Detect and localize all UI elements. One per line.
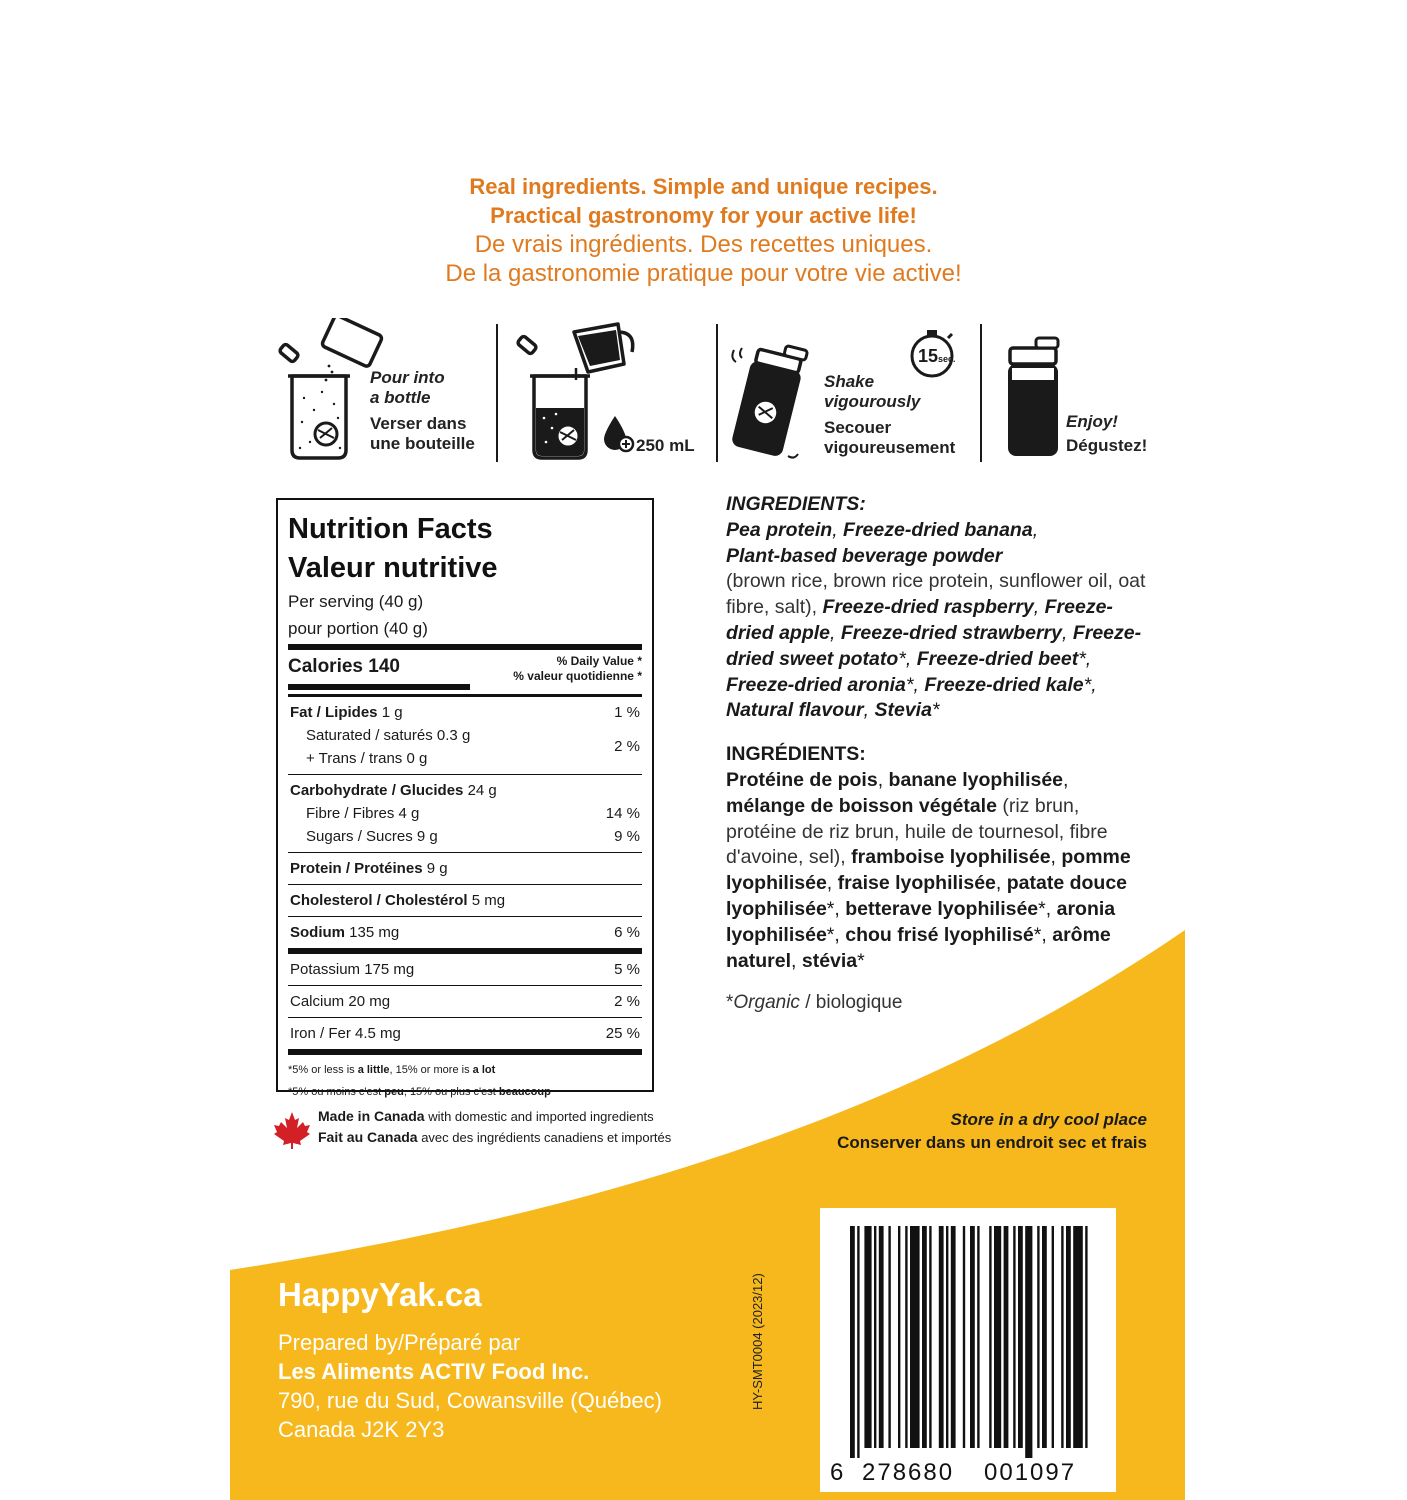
taglines bbox=[0, 172, 1407, 288]
step2-amount: 250 mL bbox=[636, 436, 695, 455]
fibre-label: Fibre / Fibres bbox=[306, 805, 395, 822]
barcode-bar bbox=[946, 1226, 948, 1448]
potassium-amount: 175 mg bbox=[364, 961, 415, 978]
calcium-label: Calcium bbox=[290, 993, 345, 1010]
made-in-fr-rest: avec des ingrédients canadiens et importés bbox=[417, 1130, 672, 1145]
preparation-steps bbox=[270, 318, 1150, 468]
barcode-bar bbox=[857, 1226, 859, 1458]
ing-fr-sep: , bbox=[826, 872, 833, 895]
step1-fr-line2: une bouteille bbox=[370, 434, 475, 453]
calcium-dv: 2 % bbox=[614, 993, 640, 1010]
nutrient-row-iron bbox=[288, 1022, 642, 1045]
barcode-digits-right: 001097 bbox=[984, 1459, 1077, 1486]
ingredients-list-en bbox=[726, 518, 1146, 724]
potassium-group bbox=[288, 954, 642, 985]
barcode-bar bbox=[963, 1226, 965, 1448]
ing-en-sep: *, bbox=[1078, 647, 1092, 670]
sodium-group bbox=[288, 917, 642, 948]
serving-size-fr: pour portion (40 g) bbox=[288, 619, 428, 638]
ing-fr-item: patate douce lyophilisée bbox=[726, 872, 1128, 920]
ing-en-item: Freeze-dried banana bbox=[843, 518, 1033, 541]
ing-fr-sep: , bbox=[1063, 768, 1069, 791]
calcium-amount: 20 mg bbox=[348, 993, 391, 1010]
protein-group bbox=[288, 853, 642, 884]
calories-underline bbox=[288, 684, 470, 690]
trans-label: + Trans / trans bbox=[306, 750, 403, 767]
barcode-bar bbox=[874, 1226, 876, 1448]
footnote-fr-part: , 15% ou plus c'est bbox=[403, 1086, 499, 1098]
barcode-bar bbox=[951, 1226, 956, 1448]
calories-label: Calories bbox=[288, 656, 363, 677]
ing-en-item: Stevia bbox=[874, 699, 932, 722]
barcode-bar bbox=[970, 1226, 975, 1448]
barcode-bar bbox=[1004, 1226, 1009, 1448]
nutrient-row-saturated bbox=[288, 724, 642, 747]
ing-en-sep: , bbox=[832, 518, 844, 541]
ing-fr-sep: , bbox=[877, 768, 884, 791]
ing-fr-item: arôme naturel bbox=[726, 923, 1111, 972]
sugars-dv: 9 % bbox=[614, 828, 640, 845]
ing-fr-item: framboise lyophilisée bbox=[851, 846, 1051, 869]
ing-fr-sep: *, bbox=[826, 897, 840, 920]
ing-en-item: Freeze-dried beet bbox=[916, 647, 1079, 670]
step-shake bbox=[728, 318, 978, 468]
saturated-amount: 0.3 g bbox=[436, 727, 471, 744]
step4-en: Enjoy! bbox=[1066, 412, 1118, 431]
ing-fr-item: stévia bbox=[801, 949, 858, 972]
cholesterol-label: Cholesterol / Cholestérol bbox=[290, 892, 468, 909]
shake-bottle-icon bbox=[728, 318, 818, 463]
daily-value-header-fr: % valeur quotidienne * bbox=[513, 669, 642, 683]
footnote-fr bbox=[288, 1081, 642, 1103]
ing-fr-sep: *, bbox=[1033, 923, 1047, 946]
sodium-label: Sodium bbox=[290, 924, 345, 941]
barcode-panel bbox=[820, 1208, 1116, 1492]
timer-value: 15 bbox=[918, 346, 939, 366]
nutrient-row-potassium bbox=[288, 958, 642, 981]
barcode-bar bbox=[1085, 1226, 1087, 1448]
carb-amount: 24 g bbox=[467, 782, 497, 799]
ing-en-sep: *, bbox=[905, 673, 919, 696]
carb-group bbox=[288, 775, 642, 852]
nutrient-row-sugars bbox=[288, 825, 642, 848]
ingredients-heading-en: INGREDIENTS: bbox=[726, 493, 866, 515]
prepared-by bbox=[278, 1328, 662, 1444]
ing-fr-item: betterave lyophilisée bbox=[845, 897, 1039, 920]
barcode-bar bbox=[888, 1226, 890, 1448]
ing-en-sep: , bbox=[863, 699, 870, 722]
protein-label: Protein / Protéines bbox=[290, 860, 423, 877]
step1-en-line1: Pour into bbox=[370, 368, 445, 387]
step-divider bbox=[716, 324, 718, 462]
footnote-fr-part: *5% ou moins c'est bbox=[288, 1086, 385, 1098]
ing-en-item: Freeze-dried sweet potato bbox=[726, 621, 1142, 670]
maple-leaf-icon bbox=[272, 1110, 312, 1150]
organic-en: Organic bbox=[733, 992, 800, 1014]
nutrient-row-carbohydrate bbox=[288, 779, 642, 802]
storage-instructions bbox=[760, 1108, 1147, 1154]
calories-value: 140 bbox=[368, 656, 400, 677]
barcode-bar bbox=[910, 1226, 920, 1448]
ing-en-sep: , bbox=[830, 621, 836, 644]
calories-row bbox=[288, 650, 642, 694]
step-divider bbox=[980, 324, 982, 462]
nutrient-row-cholesterol bbox=[288, 889, 642, 912]
ing-en-item: Freeze-dried raspberry bbox=[822, 596, 1034, 619]
company-city: Canada J2K 2Y3 bbox=[278, 1417, 445, 1442]
step3-en-line2: vigourously bbox=[824, 392, 921, 411]
ing-en-item: Natural flavour bbox=[726, 699, 864, 722]
sugars-amount: 9 g bbox=[416, 828, 438, 845]
barcode-bar bbox=[1013, 1226, 1015, 1448]
barcode-bar bbox=[977, 1226, 979, 1448]
ing-en-item: Freeze-dried strawberry bbox=[840, 621, 1062, 644]
footnote-en-part: *5% or less is bbox=[288, 1064, 358, 1076]
nutrient-row-fibre bbox=[288, 802, 642, 825]
ing-fr-item: Protéine de pois bbox=[726, 768, 878, 791]
organic-sep: / bbox=[799, 992, 816, 1014]
barcode-bar bbox=[850, 1226, 855, 1458]
tagline-fr-1: De vrais ingrédients. Des recettes uniques. bbox=[474, 231, 933, 258]
nutrition-facts-table bbox=[276, 498, 654, 1098]
ing-fr-item: banane lyophilisée bbox=[888, 768, 1064, 791]
barcode-bar bbox=[994, 1226, 1001, 1448]
made-in-en-bold: Made in Canada bbox=[318, 1108, 425, 1124]
step3-en-line1: Shake bbox=[824, 372, 875, 391]
tagline-en-2: Practical gastronomy for your active life! bbox=[490, 203, 917, 228]
cholesterol-group bbox=[288, 885, 642, 916]
storage-en: Store in a dry cool place bbox=[950, 1110, 1147, 1129]
made-in-fr bbox=[318, 1127, 698, 1148]
barcode-bar bbox=[1061, 1226, 1063, 1448]
trans-dv: 2 % bbox=[614, 738, 640, 755]
ing-fr-sep: *, bbox=[1038, 897, 1052, 920]
barcode-bar bbox=[879, 1226, 884, 1448]
ing-fr-sep: , bbox=[791, 949, 797, 972]
potassium-dv: 5 % bbox=[614, 961, 640, 978]
protein-amount: 9 g bbox=[426, 860, 448, 877]
nutrition-title-fr: Valeur nutritive bbox=[288, 552, 498, 584]
fibre-amount: 4 g bbox=[398, 805, 420, 822]
nutrient-row-fat bbox=[288, 701, 642, 724]
ing-fr-item: chou frisé lyophilisé bbox=[845, 923, 1034, 946]
step1-en-line2: a bottle bbox=[370, 388, 431, 407]
ingredients-list-fr bbox=[726, 768, 1146, 974]
step-enjoy bbox=[992, 318, 1150, 468]
footnote-en-part: , 15% or more is bbox=[389, 1064, 473, 1076]
barcode-bar bbox=[1073, 1226, 1083, 1448]
barcode-bar bbox=[989, 1226, 991, 1448]
sodium-amount: 135 mg bbox=[349, 924, 400, 941]
ing-fr-sep: *, bbox=[826, 923, 840, 946]
carb-label: Carbohydrate / Glucides bbox=[290, 782, 464, 799]
barcode bbox=[820, 1208, 1116, 1492]
company-address: 790, rue du Sud, Cowansville (Québec) bbox=[278, 1388, 662, 1413]
bottle-icon bbox=[998, 318, 1068, 463]
ingredients-heading-fr: INGRÉDIENTS: bbox=[726, 743, 866, 766]
daily-value-header-en: % Daily Value * bbox=[556, 654, 642, 668]
nutrition-title-en: Nutrition Facts bbox=[288, 513, 493, 545]
daily-value-footnote bbox=[288, 1055, 642, 1103]
made-in-fr-bold: Fait au Canada bbox=[318, 1129, 418, 1145]
tagline-fr-2: De la gastronomie pratique pour votre vie active! bbox=[445, 260, 962, 287]
barcode-bar bbox=[1025, 1226, 1032, 1458]
iron-label: Iron / Fer bbox=[290, 1025, 351, 1042]
footnote-fr-peu: peu bbox=[384, 1086, 404, 1098]
made-in-en bbox=[318, 1106, 698, 1127]
made-in-en-rest: with domestic and imported ingredients bbox=[424, 1109, 654, 1124]
prepared-by-label: Prepared by/Préparé par bbox=[278, 1330, 521, 1355]
ing-fr-item: fraise lyophilisée bbox=[837, 872, 996, 895]
organic-note bbox=[726, 990, 1146, 1016]
barcode-bar bbox=[905, 1226, 907, 1448]
footnote-fr-beaucoup: beaucoup bbox=[498, 1086, 551, 1098]
iron-dv: 25 % bbox=[605, 1025, 640, 1042]
sodium-dv: 6 % bbox=[614, 924, 640, 941]
ing-en-item: Plant-based beverage powder bbox=[726, 544, 1003, 567]
barcode-bar bbox=[1037, 1226, 1039, 1448]
step4-fr: Dégustez! bbox=[1066, 436, 1148, 455]
ing-en-sep: , bbox=[1032, 518, 1039, 541]
barcode-bar bbox=[1018, 1226, 1023, 1448]
ing-en-sep: * bbox=[931, 699, 940, 722]
ing-en-detail: (brown rice, brown rice protein, sunflower oil, oat fibre, salt), bbox=[726, 570, 1146, 619]
barcode-bar bbox=[898, 1226, 900, 1448]
nutrient-row-protein bbox=[288, 857, 642, 880]
ing-fr-detail: (riz brun, protéine de riz brun, huile de tournesol, fibre d'avoine, sel), bbox=[726, 794, 1108, 869]
ingredients-block bbox=[726, 492, 1146, 1016]
barcode-bar bbox=[1066, 1226, 1071, 1448]
ing-en-sep: *, bbox=[1083, 673, 1097, 696]
footnote-en bbox=[288, 1059, 642, 1081]
ing-en-sep: , bbox=[1033, 596, 1040, 619]
step-add-water bbox=[504, 318, 714, 468]
step-divider bbox=[496, 324, 498, 462]
saturated-label: Saturated / saturés bbox=[306, 727, 433, 744]
step1-fr-line1: Verser dans bbox=[370, 414, 467, 433]
ing-fr-sep: * bbox=[857, 949, 865, 972]
fibre-dv: 14 % bbox=[605, 805, 640, 822]
timer-unit: sec. bbox=[938, 354, 956, 364]
barcode-bar bbox=[864, 1226, 871, 1448]
nutrient-row-calcium bbox=[288, 990, 642, 1013]
storage-fr: Conserver dans un endroit sec et frais bbox=[837, 1133, 1147, 1152]
barcode-bar bbox=[922, 1226, 927, 1448]
tagline-en-1: Real ingredients. Simple and unique recipes. bbox=[469, 174, 938, 199]
ing-en-sep: *, bbox=[898, 647, 912, 670]
fat-dv: 1 % bbox=[614, 704, 640, 721]
company-name: Les Aliments ACTIV Food Inc. bbox=[278, 1359, 590, 1384]
organic-star: * bbox=[726, 992, 734, 1014]
serving-size-en: Per serving (40 g) bbox=[288, 592, 424, 611]
barcode-digits-left: 278680 bbox=[862, 1459, 955, 1486]
calcium-group bbox=[288, 986, 642, 1017]
ing-fr-sep: , bbox=[1050, 846, 1056, 869]
iron-group bbox=[288, 1018, 642, 1049]
product-code: HY-SMT0004 (2023/12) bbox=[750, 1273, 765, 1410]
fat-label: Fat / Lipides bbox=[290, 704, 378, 721]
ing-en-sep: , bbox=[1061, 621, 1068, 644]
barcode-bar bbox=[939, 1226, 944, 1448]
sugars-label: Sugars / Sucres bbox=[306, 828, 413, 845]
ing-en-item: Freeze-dried aronia bbox=[726, 673, 906, 696]
ing-en-item: Pea protein bbox=[726, 518, 833, 541]
website: HappyYak.ca bbox=[278, 1276, 482, 1313]
barcode-bar bbox=[1042, 1226, 1047, 1448]
barcode-bar bbox=[1052, 1226, 1054, 1448]
ing-fr-item: aronia lyophilisée bbox=[726, 897, 1116, 946]
ing-fr-item: mélange de boisson végétale bbox=[726, 794, 997, 817]
nutrient-row-trans bbox=[288, 738, 642, 770]
step3-fr-line2: vigoureusement bbox=[824, 438, 956, 457]
ing-fr-item: pomme lyophilisée bbox=[726, 846, 1131, 895]
footnote-en-little: a little bbox=[357, 1064, 390, 1076]
water-drop-icon bbox=[602, 414, 636, 454]
footnote-en-lot: a lot bbox=[472, 1064, 496, 1076]
trans-amount: 0 g bbox=[406, 750, 428, 767]
ing-fr-sep: , bbox=[995, 872, 1002, 895]
fat-amount: 1 g bbox=[381, 704, 403, 721]
organic-fr: biologique bbox=[815, 992, 903, 1014]
step3-fr-line1: Secouer bbox=[824, 418, 892, 437]
ing-en-item: Freeze-dried apple bbox=[726, 596, 1113, 644]
cholesterol-amount: 5 mg bbox=[471, 892, 506, 909]
fat-group bbox=[288, 697, 642, 774]
potassium-label: Potassium bbox=[290, 961, 361, 978]
nutrient-row-sodium bbox=[288, 921, 642, 944]
step-pour-into-bottle bbox=[270, 318, 495, 468]
ing-en-item: Freeze-dried kale bbox=[924, 673, 1084, 696]
barcode-digit-first: 6 bbox=[830, 1459, 846, 1486]
iron-amount: 4.5 mg bbox=[355, 1025, 401, 1042]
barcode-bar bbox=[929, 1226, 931, 1448]
